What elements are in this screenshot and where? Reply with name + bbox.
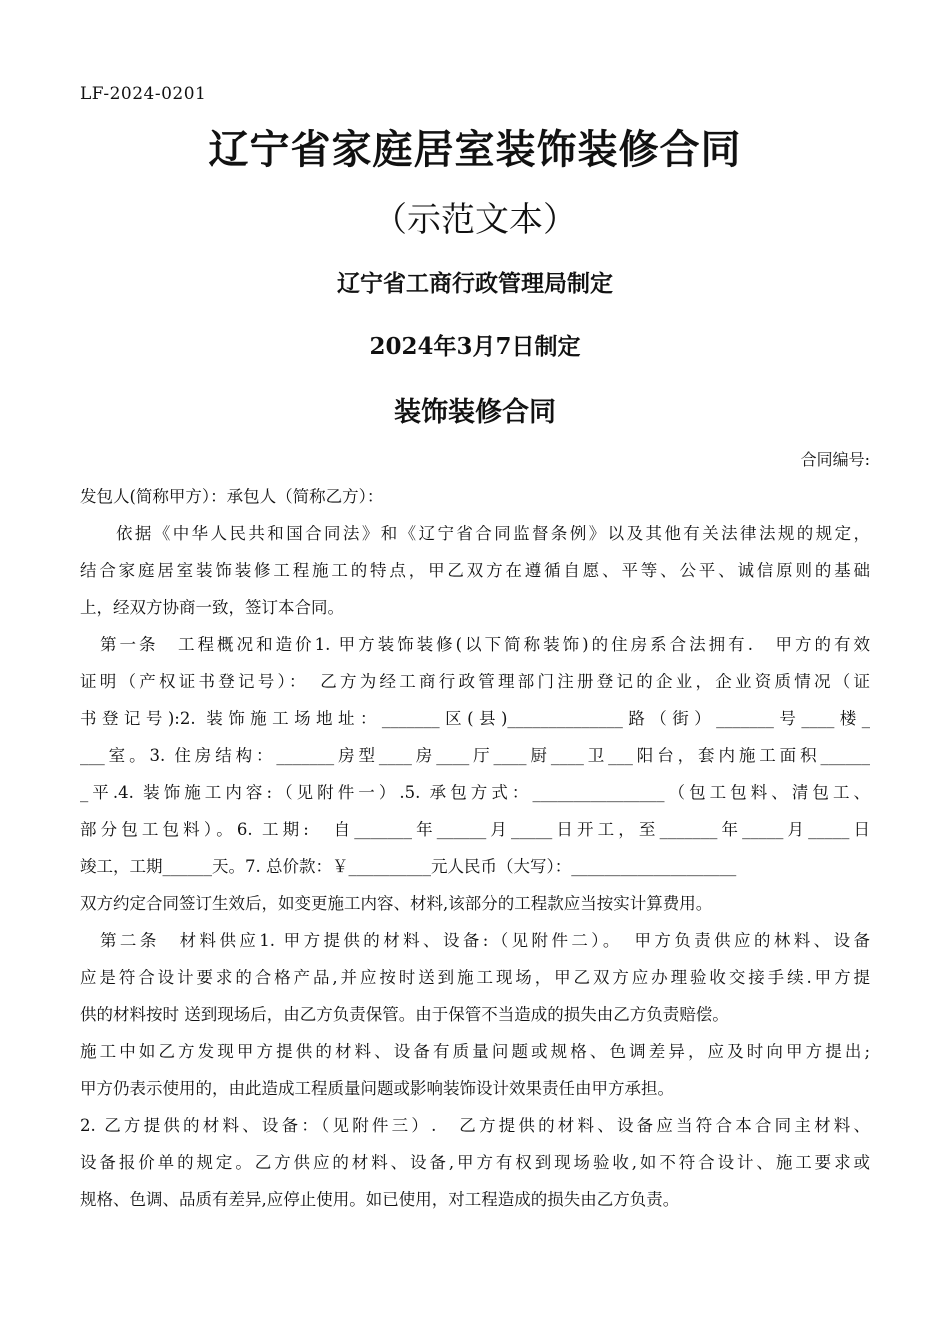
parties-line: 发包人(简称甲方）：承包人（简称乙方）： xyxy=(80,487,384,506)
article-1-line: 第一条 工程概况和造价1. 甲方装饰装修(以下简称装饰)的住房系合法拥有. 甲方的有效 xyxy=(100,635,870,654)
article-2-line: 设备报价单的规定。乙方供应的材料、设备,甲方有权到现场验收,如不符合设计、施工要求或 xyxy=(80,1153,870,1172)
document-code: LF-2024-0201 xyxy=(80,84,207,104)
article-2-line: 施工中如乙方发现甲方提供的材料、设备有质量问题或规格、色调差异，应及时向甲方提出; xyxy=(80,1042,870,1061)
article-1-line: 书登记号):2. 装饰施工场地址：_______区(县)______________路（街）_______号____楼_ xyxy=(80,709,870,728)
article-2-line: 2. 乙方提供的材料、设备：（见附件三）. 乙方提供的材料、设备应当符合本合同主材料、 xyxy=(80,1116,870,1135)
article-1-line: ___室。3. 住房结构：_______房型____房____厅____厨____卫___阳台，套内施工面积______ xyxy=(80,746,870,765)
article-1-line: 部分包工包料）。6. 工期: 自_______年______月_____日开工，至_______年_____月_____日 xyxy=(80,820,870,839)
article-1-line: 证明（产权证书登记号）： 乙方为经工商行政管理部门注册登记的企业，企业资质情况（证 xyxy=(80,672,870,691)
document-title: 辽宁省家庭居室装饰装修合同 xyxy=(208,126,742,173)
article-2-line: 供的材料按时 送到现场后，由乙方负责保管。由于保管不当造成的损失由乙方负责赔偿。 xyxy=(80,1005,729,1024)
issue-date: 2024年3月7日制定 xyxy=(369,333,581,360)
contract-body xyxy=(80,478,870,1218)
article-2-line: 规格、色调、品质有差异,应停止使用。如已使用，对工程造成的损失由乙方负责。 xyxy=(80,1190,680,1209)
paragraph-line: 依据《中华人民共和国合同法》和《辽宁省合同监督条例》以及其他有关法律法规的规定， xyxy=(116,524,870,543)
document-subtitle: （示范文本） xyxy=(373,200,577,240)
article-2-line: 第二条 材料供应1. 甲方提供的材料、设备:（见附件二）。 甲方负责供应的林料、设备 xyxy=(100,931,870,950)
paragraph-line: 上，经双方协商一致，签订本合同。 xyxy=(80,598,344,617)
article-1-line: _平.4. 装饰施工内容:（见附件一）.5. 承包方式：________________（包工包料、清包工、 xyxy=(80,783,870,802)
paragraph-line: 结合家庭居室装饰装修工程施工的特点，甲乙双方在遵循自愿、平等、公平、诚信原则的基础 xyxy=(80,561,870,580)
article-1-line: 竣工，工期______天。7. 总价款：￥__________元人民币（大写）：____________________ xyxy=(80,857,737,876)
contract-number-label: 合同编号: xyxy=(800,450,870,469)
section-title: 装饰装修合同 xyxy=(394,397,556,428)
issuer-line: 辽宁省工商行政管理局制定 xyxy=(337,270,613,297)
article-1-line: 双方约定合同签订生效后，如变更施工内容、材料,该部分的工程款应当按实计算费用。 xyxy=(80,894,713,913)
article-2-line: 甲方仍表示使用的，由此造成工程质量问题或影响装饰设计效果责任由甲方承担。 xyxy=(80,1079,674,1098)
article-2-line: 应是符合设计要求的合格产品,并应按时送到施工现场，甲乙双方应办理验收交接手续.甲方提 xyxy=(80,968,870,987)
